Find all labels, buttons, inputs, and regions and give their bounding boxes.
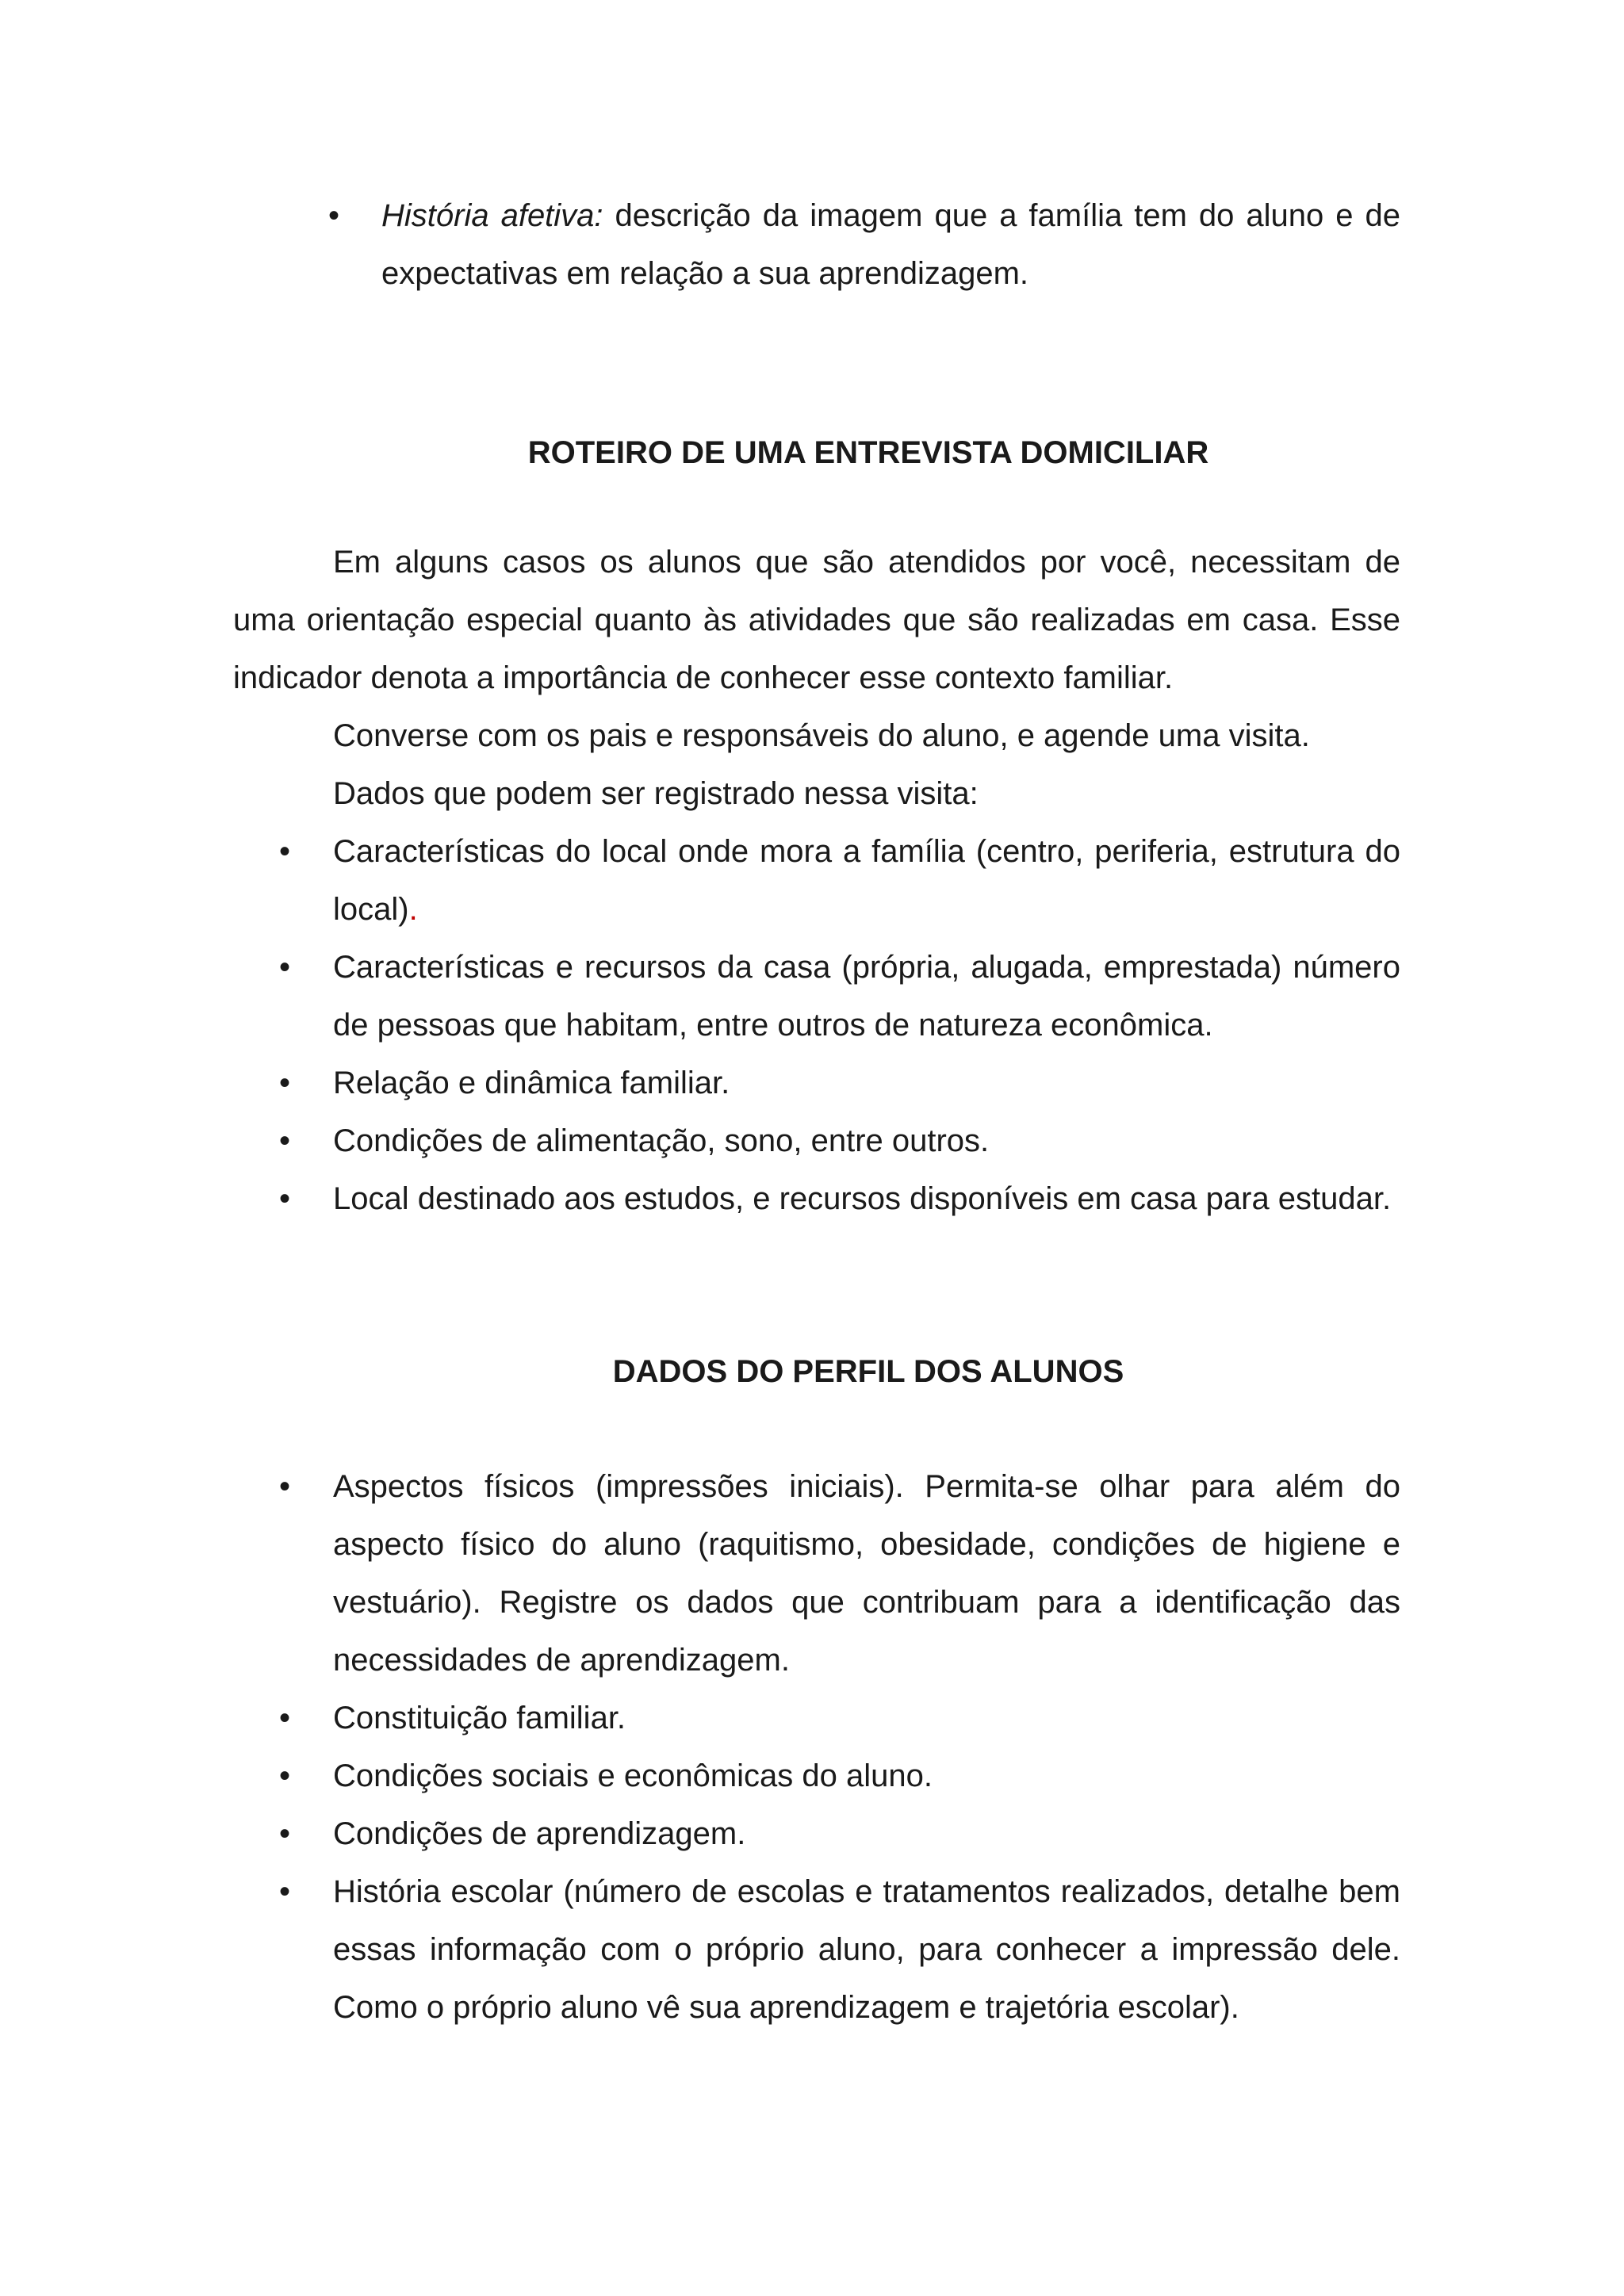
item-text: História escolar (número de escolas e tratamentos realizados, detalhe bem essas informação com o próprio aluno, para conhecer a impressão dele. Como o próprio aluno vê sua aprendizagem e trajetória escolar). [333, 1874, 1400, 2025]
list-item [233, 823, 1400, 939]
item-text: Condições de alimentação, sono, entre outros. [333, 1123, 990, 1158]
bullet-icon: • [279, 1816, 291, 1851]
list-item [233, 1458, 1400, 1689]
item-text: Aspectos físicos (impressões iniciais). Permita-se olhar para além do aspecto físico do aluno (raquitismo, obesidade, condições de higiene e vestuário). Registre os dados que contribuam para a identificação das necessidades de aprendizagem. [333, 1469, 1400, 1678]
item-text: Características do local onde mora a família (centro, periferia, estrutura do local) [333, 834, 1400, 927]
section-title-perfil: DADOS DO PERFIL DOS ALUNOS [612, 1354, 1124, 1389]
intro-list [233, 187, 1400, 303]
roteiro-list [233, 823, 1400, 1228]
list-item [233, 939, 1400, 1054]
bullet-icon: • [279, 1874, 291, 1909]
item-description: descrição da imagem que a família tem do aluno e de expectativas em relação a sua aprendizagem. [381, 198, 1400, 291]
bullet-icon: • [279, 950, 291, 985]
bullet-icon: • [279, 1181, 291, 1216]
list-item [233, 1170, 1400, 1228]
item-text: Local destinado aos estudos, e recursos disponíveis em casa para estudar. [333, 1181, 1392, 1216]
section-title-roteiro: ROTEIRO DE UMA ENTREVISTA DOMICILIAR [527, 435, 1209, 470]
roteiro-dados-line: Dados que podem ser registrado nessa visita: [333, 776, 979, 811]
bullet-icon: • [328, 198, 340, 233]
bullet-icon: • [279, 1758, 291, 1793]
list-item [233, 1863, 1400, 2037]
bullet-icon: • [279, 1066, 291, 1100]
perfil-list [233, 1458, 1400, 2037]
bullet-icon: • [279, 1701, 291, 1735]
list-item [233, 1112, 1400, 1170]
item-text: Relação e dinâmica familiar. [333, 1066, 730, 1100]
list-item [233, 1805, 1400, 1863]
item-text: Características e recursos da casa (própria, alugada, emprestada) número de pessoas que habitam, entre outros de natureza econômica. [333, 950, 1400, 1043]
list-item [233, 1054, 1400, 1112]
bullet-icon: • [279, 1123, 291, 1158]
bullet-icon: • [279, 1469, 291, 1504]
list-item [233, 1747, 1400, 1805]
item-term: História afetiva: [381, 198, 603, 233]
page-content [233, 187, 1400, 2037]
item-text: Constituição familiar. [333, 1701, 626, 1735]
bullet-icon: • [279, 834, 291, 869]
item-text: Condições sociais e econômicas do aluno. [333, 1758, 933, 1793]
list-item-historia-afetiva [233, 187, 1400, 303]
list-item [233, 1689, 1400, 1747]
roteiro-paragraph: Em alguns casos os alunos que são atendidos por você, necessitam de uma orientação especial quanto às atividades que são realizadas em casa. Esse indicador denota a importância de conhecer esse contexto familiar. [233, 545, 1400, 695]
item-text: Condições de aprendizagem. [333, 1816, 746, 1851]
item-red-dot: . [408, 892, 418, 927]
roteiro-converse-line: Converse com os pais e responsáveis do aluno, e agende uma visita. [333, 718, 1310, 753]
